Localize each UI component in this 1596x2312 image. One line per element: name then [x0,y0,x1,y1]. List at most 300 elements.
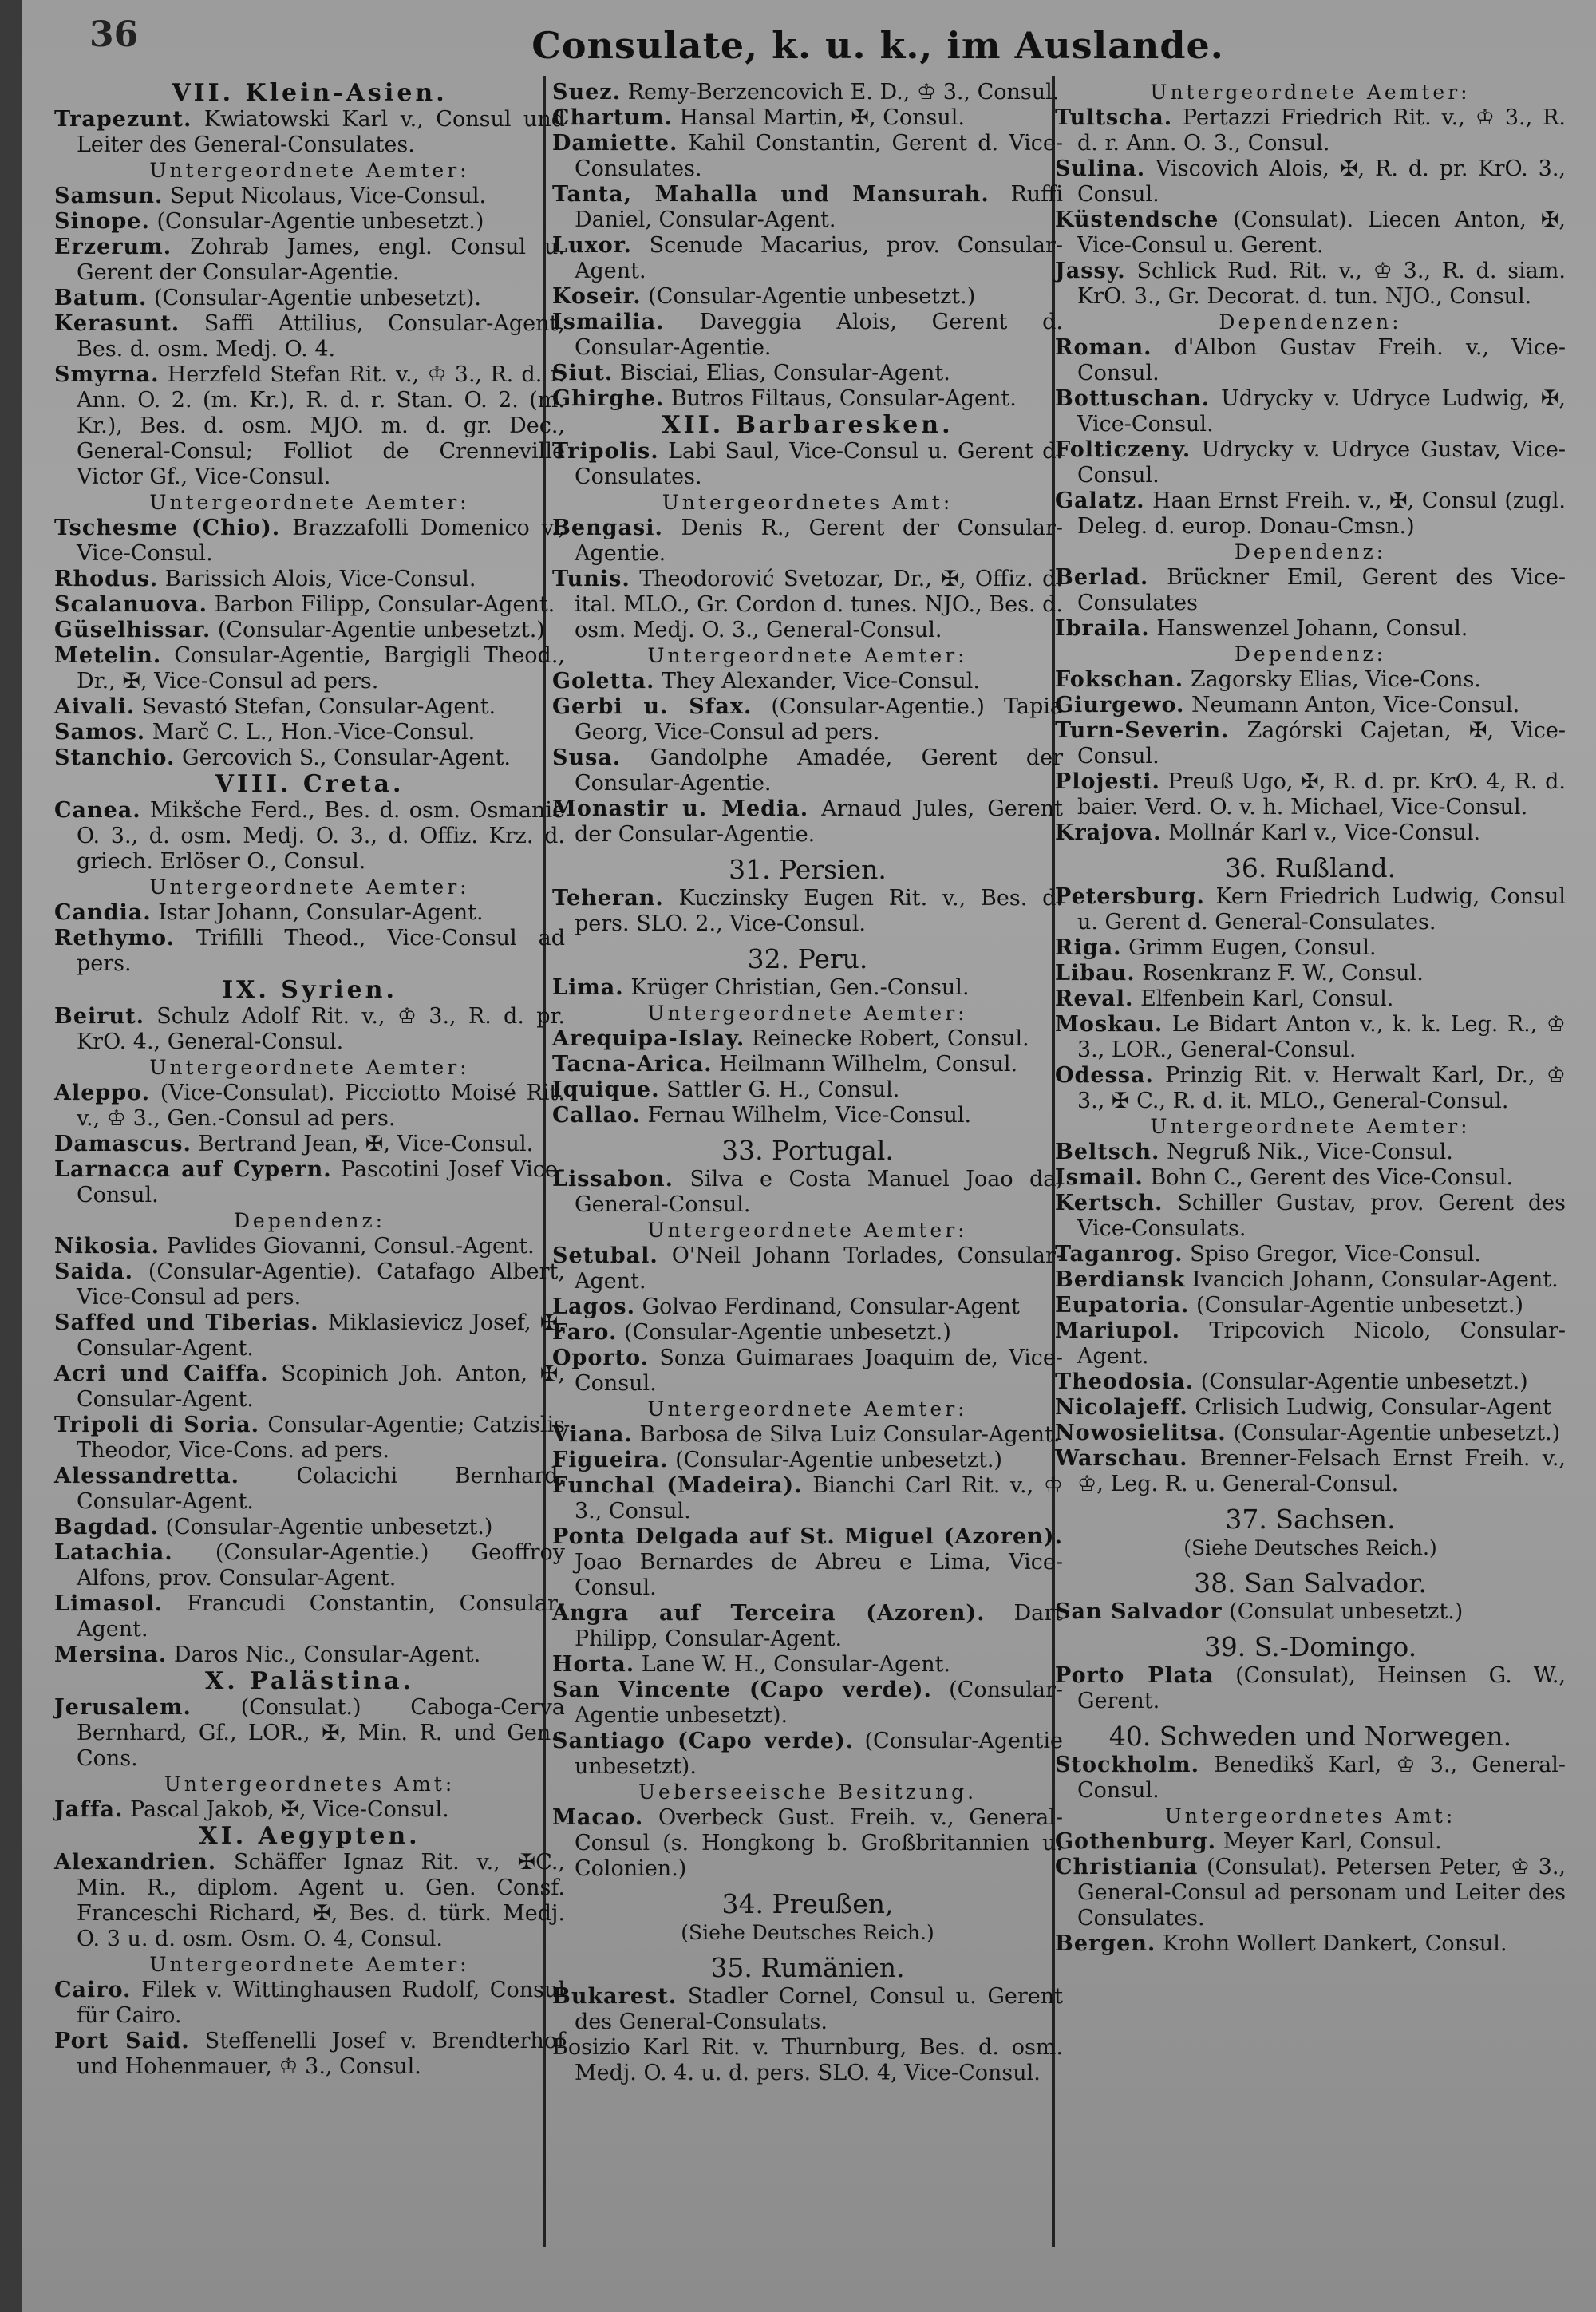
consulate-entry [54,1540,565,1591]
subheading: Untergeordnete Aemter: [149,159,470,182]
entry-text: (Consular-Agentie unbesetzt.) [648,284,976,309]
consulate-entry [1055,1267,1566,1293]
consulate-entry [552,182,1063,233]
consulate-entry [1055,1931,1566,1957]
entry-text: Prinzig Rit. v. Herwalt Karl, Dr., ♔ 3., ✠ C., R. d. it. MLO., General-Consul. [1077,1063,1566,1113]
place-name: Saffed und Tiberias. [54,1310,319,1335]
place-name: Taganrog. [1055,1242,1183,1267]
consulate-entry [552,1448,1063,1473]
entry-text: Fernau Wilhelm, Vice-Consul. [647,1103,972,1128]
place-name: Stanchio. [54,745,176,770]
place-name: Faro. [552,1320,618,1345]
entry-text: Trifilli Theod., Vice-Consul ad pers. [77,926,565,976]
consulate-entry [1055,1663,1566,1714]
entry-text: Zagórski Cajetan, ✠, Vice-Consul. [1077,718,1566,769]
place-name: Tanta, Mahalla und Mansurah. [552,182,990,207]
place-name: Damascus. [54,1132,192,1156]
entry-text: Mikšche Ferd., Bes. d. osm. Osmanié O. 3., d. osm. Medj. O. 3., d. Offiz. Krz. d. griech. Erlöser O., Consul. [77,798,565,874]
entry-text: Dart Philipp, Consular-Agent. [575,1601,1063,1651]
entry-text: (Consular-Agentie unbesetzt.) [1233,1421,1561,1445]
place-name: Acri und Caiffa. [54,1362,269,1386]
consulate-entry [1055,1293,1566,1318]
place-name: Koseir. [552,284,642,309]
entry-text: Mollnár Karl v., Vice-Consul. [1168,820,1481,845]
consulate-entry [552,694,1063,745]
entry-text: Arnaud Jules, Gerent der Consular-Agentie. [575,796,1063,847]
consulate-entry [54,592,565,618]
consulate-entry [552,1601,1063,1652]
consulate-entry [54,694,565,720]
entry-text: Consular-Agentie; Catzislis Theodor, Vice-Cons. ad pers. [77,1413,565,1463]
consulate-entry [1055,488,1566,539]
consulate-entry [552,1652,1063,1678]
entry-text: Sevastó Stefan, Consular-Agent. [141,694,496,719]
consulate-entry [54,362,565,490]
entry-text: Steffenelli Josef v. Brendterhof und Hohenmauer, ♔ 3., Consul. [77,2029,565,2079]
consulate-entry [54,1157,565,1208]
consulate-entry [1055,105,1566,156]
consulate-entry [54,1978,565,2029]
consulate-entry [552,1167,1063,1218]
entry-text: Viscovich Alois, ✠, R. d. pr. KrO. 3., Consul. [1077,156,1566,207]
consulate-entry [552,1984,1063,2035]
consulate-entry [54,720,565,745]
place-name: Setubal. [552,1243,658,1268]
consulate-entry [1055,386,1566,437]
section-heading: IX. Syrien. [222,976,397,1004]
entry-text: Remy-Berzencovich E. D., ♔ 3., Consul. [627,80,1060,105]
consulate-entry [54,1464,565,1515]
place-name: Sulina. [1055,156,1146,181]
place-name: Alessandretta. [54,1464,240,1488]
entry-text: Schlick Rud. Rit. v., ♔ 3., R. d. siam. KrO. 3., Gr. Decorat. d. tun. NJO., Consul. [1077,259,1566,309]
consulate-entry [552,131,1063,182]
consulate-entry [552,1729,1063,1780]
consulate-entry [552,1524,1063,1601]
entry-text: Gandolphe Amadée, Gerent der Consular-Agentie. [575,745,1063,796]
entry-text: Bertrand Jean, ✠, Vice-Consul. [198,1132,534,1156]
place-name: Rhodus. [54,567,159,591]
entry-text: (Consulat). Liecen Anton, ✠, Vice-Consul u. Gerent. [1077,207,1566,258]
place-name: Gothenburg. [1055,1829,1216,1854]
place-name: Larnacca auf Cypern. [54,1157,332,1182]
subheading: Untergeordnetes Amt: [164,1773,456,1796]
consulate-entry [552,1805,1063,1882]
place-name: Bergen. [1055,1931,1156,1956]
place-name: Arequipa-Islay. [552,1026,745,1051]
country-heading: 34. Preußen, [721,1888,894,1919]
consulate-entry [54,1797,565,1823]
place-name: Limasol. [54,1591,164,1616]
entry-text: Ivancich Johann, Consular-Agent. [1192,1267,1558,1292]
place-name: Riga. [1055,935,1122,960]
place-name: Libau. [1055,961,1136,986]
place-name: Fokschan. [1055,667,1184,692]
place-name: Teheran. [552,886,664,911]
consulate-entry [54,643,565,694]
page-number: 36 [89,14,139,55]
entry-text: Schäffer Ignaz Rit. v., ✠C., Min. R., diplom. Agent u. Gen. Consf. Franceschi Richard, ✠, Bes. d. türk. Medj. O. 3 u. d. osm. Osm. O. 4, Consul. [77,1850,565,1951]
consulate-entry [1055,1395,1566,1421]
entry-text: Scenude Macarius, prov. Consular-Agent. [575,233,1063,283]
consulate-entry [1055,1318,1566,1369]
consulate-entry [552,516,1063,567]
place-name: Damiette. [552,131,678,156]
entry-text: (Consular-Agentie unbesetzt). [153,286,481,310]
subheading: Untergeordnetes Amt: [662,491,954,514]
consulate-entry [54,1259,565,1310]
consulate-entry [54,1362,565,1413]
consulate-entry [552,886,1063,937]
note: (Siehe Deutsches Reich.) [1183,1536,1437,1559]
place-name: Batum. [54,286,148,310]
consulate-entry [54,1004,565,1055]
consulate-entry [54,567,565,592]
place-name: Metelin. [54,643,162,668]
consulate-entry [1055,986,1566,1012]
subheading: Dependenzen: [1219,310,1402,334]
section-heading: X. Palästina. [204,1667,415,1695]
place-name: Tripolis. [552,439,659,464]
consulate-entry [1055,1421,1566,1446]
consulate-entry [552,439,1063,490]
entry-text: Heilmann Wilhelm, Consul. [719,1052,1018,1077]
entry-text: (Consular-Agentie.) Tapia Georg, Vice-Consul ad pers. [575,694,1063,745]
place-name: Oporto. [552,1346,650,1370]
place-name: Nikosia. [54,1234,160,1259]
entry-text: (Consulat). Petersen Peter, ♔ 3., General-Consul ad personam und Leiter des Consulates. [1077,1855,1566,1931]
place-name: Tschesme (Chio). [54,516,281,540]
place-name: Ibraila. [1055,616,1150,641]
consulate-entry [552,1422,1063,1448]
place-name: Tacna-Arica. [552,1052,713,1077]
entry-text: (Vice-Consulat). Picciotto Moisé Rit. v., ♔ 3., Gen.-Consul ad pers. [77,1081,565,1131]
entry-text: Daveggia Alois, Gerent d. Consular-Agentie. [575,310,1063,360]
consulate-entry [552,1346,1063,1397]
entry-text: Grimm Eugen, Consul. [1128,935,1377,960]
entry-text: Istar Johann, Consular-Agent. [158,900,484,925]
place-name: Giurgewo. [1055,693,1185,717]
place-name: Susa. [552,745,622,770]
country-heading: 39. S.-Domingo. [1203,1631,1417,1662]
entry-text: O'Neil Johann Torlades, Consular-Agent. [575,1243,1063,1294]
consulate-entry [552,1077,1063,1103]
entry-text: Silva e Costa Manuel Joao da, General-Consul. [575,1167,1063,1217]
entry-text: Golvao Ferdinand, Consular-Agent [642,1294,1020,1319]
place-name: Tripoli di Soria. [54,1413,260,1437]
entry-text: Seput Nicolaus, Vice-Consul. [170,184,487,208]
place-name: Siut. [552,361,614,385]
entry-text: Miklasievicz Josef, ✠, Consular-Agent. [77,1310,565,1361]
consulate-entry [54,900,565,926]
entry-text: Elfenbein Karl, Consul. [1140,986,1394,1011]
place-name: Reval. [1055,986,1134,1011]
place-name: Porto Plata [1055,1663,1215,1688]
country-heading: 37. Sachsen. [1225,1504,1396,1535]
place-name: Galatz. [1055,488,1145,513]
place-name: Kertsch. [1055,1191,1163,1215]
entry-text: (Consulat), Heinsen G. W., Gerent. [1077,1663,1566,1713]
consulate-entry [54,184,565,209]
subheading: Untergeordnete Aemter: [149,1056,470,1079]
subheading: Untergeordnete Aemter: [647,1397,968,1421]
place-name: Candia. [54,900,152,925]
place-name: Beltsch. [1055,1140,1160,1164]
entry-text: Marč C. L., Hon.-Vice-Consul. [152,720,476,745]
place-name: Lagos. [552,1294,635,1319]
place-name: Güselhissar. [54,618,211,642]
subheading: Untergeordnete Aemter: [149,1953,470,1976]
subheading: Ueberseeische Besitzung. [638,1780,978,1804]
entry-text: (Consular-Agentie unbesetzt.) [1196,1293,1524,1318]
subheading: Untergeordnete Aemter: [1150,81,1471,104]
consulate-entry [552,386,1063,412]
place-name: Aivali. [54,694,136,719]
place-name: Jaffa. [54,1797,124,1822]
place-name: Tultscha. [1055,105,1173,130]
subheading: Dependenz: [1234,642,1387,666]
entry-text: Hanswenzel Johann, Consul. [1156,616,1468,641]
consulate-entry [552,284,1063,310]
consulate-entry [552,105,1063,131]
country-heading: 32. Peru. [747,943,868,974]
place-name: Aleppo. [54,1081,151,1105]
entry-text: Reinecke Robert, Consul. [751,1026,1029,1051]
place-name: Christiania [1055,1855,1199,1879]
consulate-entry [1055,616,1566,642]
entry-text: Haan Ernst Freih. v., ✠, Consul (zugl. Deleg. d. europ. Donau-Cmsn.) [1077,488,1566,539]
running-title: Consulate, k. u. k., im Auslande. [531,24,1224,67]
consulate-entry [1055,935,1566,961]
place-name: Macao. [552,1805,644,1830]
entry-text: Crlisich Ludwig, Consular-Agent [1195,1395,1551,1420]
place-name: Rethymo. [54,926,175,950]
consulate-entry [552,796,1063,848]
consulate-entry [552,1243,1063,1294]
consulate-entry [1055,207,1566,259]
consulate-entry [54,107,565,158]
place-name: Samsun. [54,184,164,208]
place-name: Luxor. [552,233,632,258]
entry-text: Pascal Jakob, ✠, Vice-Consul. [130,1797,449,1822]
subheading: Untergeordnete Aemter: [647,1219,968,1242]
place-name: Lissabon. [552,1167,674,1192]
entry-text: Theodorović Svetozar, Dr., ✠, Offiz. d. ital. MLO., Gr. Cordon d. tunes. NJO., Bes. d. osm. Medj. O. 3., General-Consul. [575,567,1063,642]
entry-text: (Consular-Agentie.) Geoffroy Alfons, prov. Consular-Agent. [77,1540,565,1591]
consulate-entry [54,2029,565,2080]
entry-text: Barbon Filipp, Consular-Agent. [214,592,555,617]
place-name: Eupatoria. [1055,1293,1190,1318]
place-name: Viana. [552,1422,633,1447]
entry-text: Sattler G. H., Consul. [666,1077,900,1102]
place-name: Ismailia. [552,310,665,334]
place-name: Warschau. [1055,1446,1188,1471]
consulate-entry [552,310,1063,361]
entry-text: Preuß Ugo, ✠, R. d. pr. KrO. 4, R. d. baier. Verd. O. v. h. Michael, Vice-Consul. [1077,769,1566,820]
consulate-entry [1055,1140,1566,1165]
entry-text: Labi Saul, Vice-Consul u. Gerent d. Consulates. [575,439,1063,489]
entry-text: (Consular-Agentie unbesetzt). [575,1729,1063,1779]
consulate-entry [552,1678,1063,1729]
entry-text: (Consular-Agentie unbesetzt.) [1200,1369,1528,1394]
place-name: Odessa. [1055,1063,1154,1088]
place-name: Tunis. [552,567,630,591]
place-name: Funchal (Madeira). [552,1473,803,1498]
entry-text: Kuczinsky Eugen Rit. v., Bes. d. pers. SLO. 2., Vice-Consul. [575,886,1063,936]
consulate-entry [1055,1753,1566,1804]
place-name: Chartum. [552,105,673,130]
place-name: Scalanuova. [54,592,208,617]
consulate-entry [54,516,565,567]
place-name: Saida. [54,1259,134,1284]
place-name: Jassy. [1055,259,1126,283]
entry-text: Francudi Constantin, Consular-Agent. [77,1591,565,1642]
place-name: Canea. [54,798,141,823]
place-name: Plojesti. [1055,769,1160,794]
place-name: Goletta. [552,669,655,694]
consulate-entry [552,567,1063,643]
place-name: Mersina. [54,1642,168,1667]
note: (Siehe Deutsches Reich.) [681,1921,934,1944]
consulate-entry [54,1642,565,1668]
subheading: Untergeordnete Aemter: [149,491,470,514]
section-heading: XII. Barbaresken. [662,411,954,439]
place-name: Samos. [54,720,146,745]
subheading: Dependenz: [233,1209,386,1232]
place-name: Iquique. [552,1077,660,1102]
column-1 [54,80,565,2080]
entry-text: Bosizio Karl Rit. v. Thurnburg, Bes. d. osm. Medj. O. 4. u. d. pers. SLO. 4, Vice-Consul. [552,2035,1063,2085]
consulate-entry [1055,1242,1566,1267]
entry-text: (Consular-Agentie unbesetzt). [575,1678,1063,1728]
place-name: Beirut. [54,1004,144,1029]
consulate-entry [1055,769,1566,820]
entry-text: (Consular-Agentie unbesetzt.) [675,1448,1003,1472]
entry-text: Brückner Emil, Gerent des Vice-Consulates [1077,565,1566,615]
consulate-entry [552,80,1063,105]
entry-text: Filek v. Wittinghausen Rudolf, Consul für Cairo. [77,1978,565,2028]
place-name: Petersburg. [1055,884,1205,909]
entry-text: Brazzafolli Domenico v., Vice-Consul. [77,516,565,566]
entry-text: Pavlides Giovanni, Consul.-Agent. [166,1234,535,1259]
place-name: Nicolajeff. [1055,1395,1188,1420]
entry-text: (Consular-Agentie unbesetzt.) [217,618,545,642]
entry-text: Consular-Agentie, Bargigli Theod., Dr., ✠, Vice-Consul ad pers. [77,643,565,694]
place-name: Folticzeny. [1055,437,1191,462]
entry-text: Barissich Alois, Vice-Consul. [164,567,476,591]
consulate-entry [552,1103,1063,1128]
entry-text: Stadler Cornel, Consul u. Gerent des General-Consulats. [575,1984,1064,2034]
place-name: Bengasi. [552,516,663,540]
entry-text: Barbosa de Silva Luiz Consular-Agent. [639,1422,1061,1447]
subheading: Untergeordnete Aemter: [647,644,968,667]
consulate-entry [1055,820,1566,846]
place-name: Trapezunt. [54,107,192,132]
entry-text: Neumann Anton, Vice-Consul. [1191,693,1520,717]
consulate-entry [54,1515,565,1540]
place-name: Theodosia. [1055,1369,1195,1394]
consulate-entry [1055,437,1566,488]
place-name: Bottuschan. [1055,386,1211,411]
entry-text: They Alexander, Vice-Consul. [661,669,980,694]
place-name: Stockholm. [1055,1753,1199,1777]
entry-text: Bohn C., Gerent des Vice-Consul. [1150,1165,1513,1190]
consulate-entry [54,209,565,235]
entry-text: (Consular-Agentie unbesetzt.) [623,1320,951,1345]
entry-text: Overbeck Gust. Freih. v., General-Consul (s. Hongkong b. Großbritannien u. Colonien.) [575,1805,1063,1881]
consulate-entry [54,235,565,286]
entry-text: Schiller Gustav, prov. Gerent des Vice-Consulats. [1077,1191,1566,1241]
entry-text: Kwiatowski Karl v., Consul und Leiter des General-Consulates. [77,107,565,157]
country-heading: 33. Portugal. [721,1135,894,1166]
entry-text: Butros Filtaus, Consular-Agent. [670,386,1017,411]
subheading: Untergeordnete Aemter: [647,1002,968,1025]
place-name: Jerusalem. [54,1695,192,1720]
place-name: Bukarest. [552,1984,678,2009]
column-3 [1055,80,1566,1957]
section-heading: XI. Aegypten. [199,1822,421,1850]
entry-text: Sonza Guimaraes Joaquim de, Vice-Consul. [575,1346,1063,1396]
consulate-entry [552,2035,1063,2086]
entry-text: Denis R., Gerent der Consular-Agentie. [575,516,1063,566]
place-name: Berdiansk [1055,1267,1186,1292]
place-name: Erzerum. [54,235,172,259]
entry-text: Udrycky v. Udryce Gustav, Vice-Consul. [1077,437,1566,488]
place-name: Monastir u. Media. [552,796,809,821]
place-name: Callao. [552,1103,641,1128]
consulate-entry [552,1052,1063,1077]
entry-text: Herzfeld Stefan Rit. v., ♔ 3., R. d. r. Ann. O. 2. (m. Kr.), R. d. r. Stan. O. 2. (m. Kr.), Bes. d. osm. MJO. m. d. gr. Dec., General-Consul; Folliot de Crenneville Victor Gf., Vice-Consul. [77,362,565,489]
place-name: Horta. [552,1652,635,1677]
place-name: Turn-Severin. [1055,718,1230,743]
entry-text: (Consular-Agentie unbesetzt.) [156,209,484,234]
entry-text: Udrycky v. Udryce Ludwig, ✠, Vice-Consul. [1077,386,1566,437]
entry-text: Bianchi Carl Rit. v., ♔ 3., Consul. [575,1473,1063,1524]
consulate-entry [54,1234,565,1259]
place-name: Ghirghe. [552,386,665,411]
consulate-entry [552,361,1063,386]
entry-text: Krüger Christian, Gen.-Consul. [630,975,970,1000]
consulate-entry [1055,1446,1566,1497]
entry-text: Daros Nic., Consular-Agent. [173,1642,481,1667]
entry-text: Ruffi Daniel, Consular-Agent. [575,182,1063,232]
consulate-entry [1055,884,1566,935]
consulate-entry [552,1320,1063,1346]
consulate-entry [54,618,565,643]
entry-text: d'Albon Gustav Freih. v., Vice-Consul. [1077,335,1566,385]
entry-text: Kern Friedrich Ludwig, Consul u. Gerent d. General-Consulates. [1077,884,1566,935]
consulate-entry [1055,1165,1566,1191]
place-name: Nowosielitsa. [1055,1421,1227,1445]
consulate-entry [1055,1012,1566,1063]
place-name: Gerbi u. Sfax. [552,694,753,719]
country-heading: 38. San Salvador. [1194,1567,1427,1599]
place-name: Alexandrien. [54,1850,217,1875]
place-name: Figueira. [552,1448,669,1472]
entry-text: Le Bidart Anton v., k. k. Leg. R., ♔ 3., LOR., General-Consul. [1077,1012,1566,1062]
entry-text: Joao Bernardes de Abreu e Lima, Vice-Consul. [575,1550,1063,1600]
entry-text: Bisciai, Elias, Consular-Agent. [619,361,950,385]
entry-text: Spiso Gregor, Vice-Consul. [1190,1242,1481,1267]
place-name: Moskau. [1055,1012,1163,1037]
consulate-entry [54,1591,565,1642]
place-name: Kerasunt. [54,311,180,336]
entry-text: Kahil Constantin, Gerent d. Vice-Consulates. [575,131,1063,181]
place-name: Krajova. [1055,820,1162,845]
entry-text: Pertazzi Friedrich Rit. v., ♔ 3., R. d. r. Ann. O. 3., Consul. [1077,105,1566,156]
place-name: Küstendsche [1055,207,1219,232]
country-heading: 35. Rumänien. [710,1952,905,1983]
